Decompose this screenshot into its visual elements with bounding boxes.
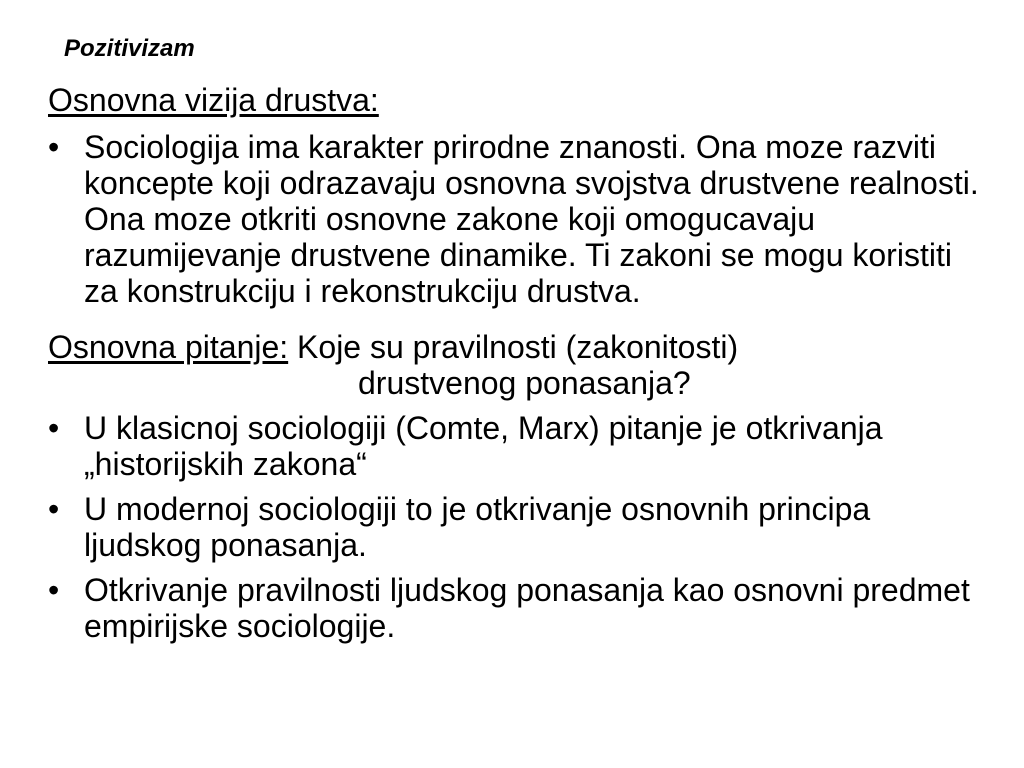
list-item <box>48 491 988 563</box>
section-heading-question <box>48 329 988 401</box>
section-heading-vision <box>48 82 988 118</box>
slide-content <box>48 82 988 644</box>
bullet-text: U klasicnoj sociologiji (Comte, Marx) pitanje je otkrivanja „historijskih zakona“ <box>84 410 883 482</box>
list-item-vision <box>48 129 988 309</box>
bullet-marker: • <box>48 491 60 527</box>
bullet-marker: • <box>48 129 60 165</box>
question-line-2: drustvenog ponasanja? <box>358 365 691 401</box>
bullet-text: U modernoj sociologiji to je otkrivanje osnovnih principa ljudskog ponasanja. <box>84 491 871 563</box>
vision-heading-text: Osnovna vizija drustva: <box>48 82 379 118</box>
question-line-1: Koje su pravilnosti (zakonitosti) <box>297 329 739 365</box>
bullet-marker: • <box>48 410 60 446</box>
slide-title: Pozitivizam <box>64 35 195 62</box>
question-heading-text: Osnovna pitanje: <box>48 329 289 365</box>
bullet-text: Sociologija ima karakter prirodne znanosti. Ona moze razviti koncepte koji odrazavaju osnovna svojstva drustvene realnosti. Ona moze otkriti osnovne zakone koji omogucavaju razumijevanje drustvene dinamike. Ti zakoni se mogu koristiti za konstrukciju i rekonstrukciju drustva. <box>84 129 979 309</box>
list-item <box>48 572 988 644</box>
bullet-text: Otkrivanje pravilnosti ljudskog ponasanja kao osnovni predmet empirijske sociologije. <box>84 572 970 644</box>
bullet-marker: • <box>48 572 60 608</box>
list-item <box>48 410 988 482</box>
